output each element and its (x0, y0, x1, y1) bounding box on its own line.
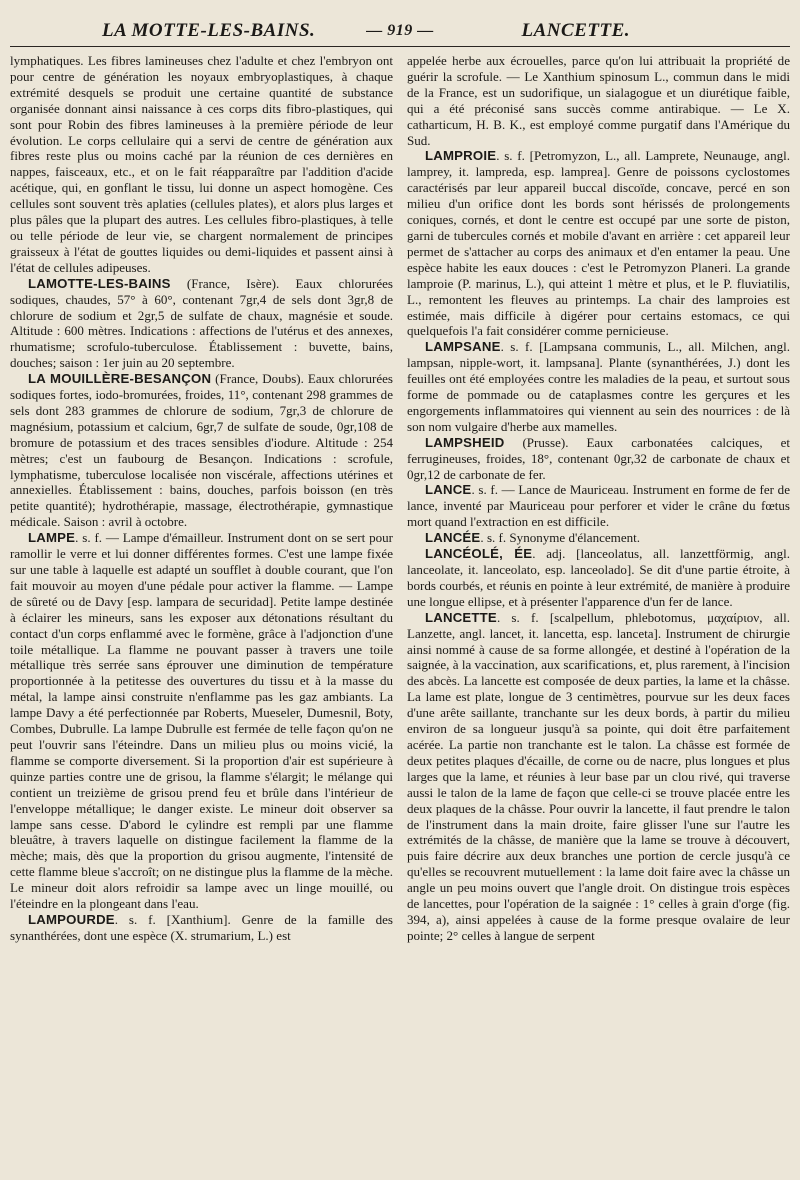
entry-text: . s. f. — Lance de Mauriceau. Instrument en forme de fer de lance, inventé par Mauriceau pour perforer et vider le crâne du fœtus mort quand l'extraction en est difficile. (407, 482, 790, 530)
entry-text: (Prusse). Eaux carbonatées calciques, et ferrugineuses, froides, 18°, contenant 0gr,32 de carbonate de chaux et 0gr,12 de carbonate de fer. (407, 434, 790, 482)
dictionary-entry (10, 912, 393, 944)
entry-headword: LANCÉOLÉ, ÉE (425, 546, 533, 562)
dictionary-entry (407, 546, 790, 610)
running-head-right: LANCETTE. (521, 20, 630, 41)
dictionary-entry (407, 530, 790, 546)
entry-headword: LAMPE (28, 530, 76, 546)
right-column (407, 53, 790, 944)
entry-text: . s. f. [Xanthium]. Genre de la famille des synanthérées, dont une espèce (X. strumarium, L.) est (10, 911, 393, 943)
entry-text: . s. f. [scalpellum, phlebotomus, μαχαίριον, all. Lanzette, angl. lancet, it. lancetta, esp. lanceta]. Instrument de chirurgie ainsi nommé à cause de sa forme allongée, et destiné à l'opération de la saignée, à la vaccination, aux scarifications, et, plus rarement, à l'incision des abcès. La lancette est composée de deux parties, la lame et la châsse. La lame est plate, longue de 3 centimètres, pourvue sur les deux faces d'une arête saillante, tranchante sur les deux bords, à partir du milieu environ de sa longueur jusqu'à sa pointe, qui doit être parfaitement acérée. La partie non tranchante est le talon. La châsse est formée de deux petites plaques d'écaille, de corne ou de nacre, plus longues et plus larges que la lame, et réunies à leur base par un clou rivé, qui traverse aussi le talon de la lame de façon que celle-ci se trouve placée entre les deux plaques de la châsse. Pour ouvrir la lancette, il faut prendre le talon de l'instrument dans la main droite, faire glisser l'une sur l'autre les extrémités de la châsse, de manière que la lame se trouve à découvert, puis faire décrire aux deux branches une portion de cercle jusqu'à ce qu'elles se recouvrent mutuellement : la lame doit faire avec la châsse un angle un peu moins ouvert que l'angle droit. On distingue trois espèces de lancettes, pour l'opération de la saignée : 1° celles à grain d'orge (fig. 394, a), ainsi appelées à cause de la forme presque ovalaire de leur pointe; 2° celles à langue de serpent (407, 609, 790, 943)
dictionary-entry (407, 148, 790, 339)
dictionary-entry (407, 435, 790, 483)
continuation-paragraph: lymphatiques. Les fibres lamineuses chez l'adulte et chez l'embryon ont pour centre de génération les noyaux embryoplastiques, à chaque extrémité desquels se produit une certaine quantité de substance organisée donnant ainsi naissance à ces corps dits fibro-plastiques, qui sont pour Robin des fibres lamineuses à la première période de leur évolution. Le corps cellulaire qui a servi de centre de génération aux fibres reste plus ou moins caché par la réunion de ces dernières en nappes, faisceaux, etc., et on le fait réapparaître par l'addition d'acide acétique, qui, en gonflant le tissu, lui donne un aspect homogène. Ces cellules sont souvent très aplaties (cellules plates), et alors plus larges et plus pâles que la plupart des autres. Les cellules fibro-plastiques, à telle ou telle période de leur vie, se chargent normalement de principes graisseux à l'état de gouttes liquides ou demi-liquides et passent ainsi à l'état de cellules adipeuses. (10, 53, 393, 275)
dictionary-entry (10, 530, 393, 912)
running-head-left: LA MOTTE-LES-BAINS. (102, 20, 316, 41)
page-number: — 919 — (366, 22, 434, 39)
page-header (10, 12, 790, 47)
entry-headword: LANCETTE (425, 609, 497, 625)
entry-headword: LAMPSHEID (425, 434, 505, 450)
entry-headword: LAMOTTE-LES-BAINS (28, 275, 171, 291)
dictionary-entry (10, 371, 393, 530)
entry-headword: LAMPSANE (425, 339, 501, 355)
entry-text: . s. f. [Petromyzon, L., all. Lamprete, Neunauge, angl. lamprey, it. lampreda, esp. lamprea]. Genre de poissons cyclostomes caractérisés par leur appareil buccal discoïde, concave, percé en son milieu d'un orifice dont les bords sont hérissés de prolongements coniques, cornés, et dont le centre est occupé par une sorte de piston, garni de tubercules cornés et mobile d'avant en arrière : cet appareil leur permet de s'attacher au corps des animaux et d'en entamer la peau. Une espèce habite les eaux douces : c'est le Petromyzon Planeri. La grande lamproie (P. marinus, L.), qui atteint 1 mètre et plus, et le P. fluviatilis, L., remontent les fleuves au printemps. La chair des lamproies est estimée, mais difficile à digérer pour certains estomacs, ce qui quelquefois l'a fait considérer comme pernicieuse. (407, 148, 790, 339)
dictionary-entry (407, 482, 790, 530)
entry-headword: LA MOUILLÈRE-BESANÇON (28, 371, 212, 387)
left-column (10, 53, 393, 944)
entry-text: (France, Doubs). Eaux chlorurées sodiques fortes, iodo-bromurées, froides, 11°, contenant 298 grammes de sels dont 283 grammes de chlorure de sodium, 7gr,3 de chlorure de magnésium, potassium et calcium, 6gr,7 de sulfate de soude, 0gr,108 de bromure de potassium et des traces sensibles d'iodure. Altitude : 254 mètres; c'est un faubourg de Besançon. Indications : scrofule, lymphatisme, tuberculose localisée non viscérale, affections utérines et annexielles. Établissement : bains, douches, parfois boisson (en très petite quantité); hydrothérapie, massage, électrothérapie, gymnastique médicale. Saison : avril à octobre. (10, 371, 393, 530)
dictionary-entry (407, 339, 790, 434)
entry-text: . s. f. Synonyme d'élancement. (480, 530, 641, 546)
entry-headword: LANCE (425, 482, 472, 498)
text-columns (10, 53, 790, 944)
entry-text: . s. f. [Lampsana communis, L., all. Milchen, angl. lampsan, nipple-wort, it. lampsana]. Plante (synanthérées, J.) dont les feuilles ont été employées contre les maladies de la peau, et surtout sous forme de pommade ou de cataplasmes contre les gerçures et les engorgements inflammatoires qui viennent au sein des nourrices : de là son nom vulgaire d'herbe aux mamelles. (407, 339, 790, 434)
entry-headword: LAMPROIE (425, 148, 497, 164)
dictionary-entry (10, 276, 393, 371)
continuation-paragraph: appelée herbe aux écrouelles, parce qu'on lui attribuait la propriété de guérir la scrofule. — Le Xanthium spinosum L., commun dans le midi de la France, est un sudorifique, un sialagogue et un diurétique faible, qui a été préconisé sans succès comme antirabique. — Le X. catharticum, H. B. K., est employé comme purgatif dans l'Amérique du Sud. (407, 53, 790, 148)
entry-text: . s. f. — Lampe d'émailleur. Instrument dont on se sert pour ramollir le verre et lui donner différentes formes. C'est une lampe fixée sur une table à laquelle est adapté un soufflet à double courant, que l'on fait mouvoir au moyen d'une pédale pour activer la flamme. — Lampe de sûreté ou de Davy [esp. lampara de securidad]. Petite lampe destinée à éclairer les mineurs, sans les exposer aux détonations résultant du contact d'un corps enflammé avec le formène, grâce à l'adjonction d'une toile métallique. La flamme ne pouvant passer à travers une toile métallique très serrée sans éprouver une diminution de température proportionnée à la petitesse des ouvertures du tissu et à la masse du métal, la lampe ainsi construite n'enflamme pas les gaz ambiants. La lampe Davy a été perfectionnée par Roberts, Mueseler, Dumesnil, Boty, Combes, Dubrulle. La lampe Dubrulle est fermée de telle façon qu'on ne peut l'ouvrir sans l'éteindre. Dans un milieu plus ou moins vicié, la flamme se comporte diversement. Si la proportion d'air est supérieure à quinze parties contre une de grisou, la flamme s'élargit; le mélange qui contient un treizième de grisou prend feu et brûle dans l'intérieur de l'enveloppe métallique; le danger existe. Le mineur doit observer sa lampe sans cesse. D'abord le cylindre est rempli par une flamme bleuâtre, à travers laquelle on distingue facilement la flamme de la mèche; mais, dès que la proportion du grisou augmente, l'intensité de cette flamme bleue s'accroît; on ne distingue plus la flamme de la mèche. Le mineur doit alors refroidir sa lampe avec un linge mouillé, ou l'éteindre en la plongeant dans l'eau. (10, 530, 393, 912)
entry-text: (France, Isère). Eaux chlorurées sodiques, chaudes, 57° à 60°, contenant 7gr,4 de sels dont 3gr,8 de chlorure de sodium et 2gr,5 de sulfate de chaux, magnésie et soude. Altitude : 600 mètres. Indications : affections de l'utérus et des annexes, rhumatisme; scrofulo-tuberculose. Établissement : buvette, bains, douches; saison : 1er juin au 20 septembre. (10, 275, 393, 371)
entry-text: . adj. [lanceolatus, all. lanzettförmig, angl. lanceolate, it. lanceolato, esp. lanceolado]. Se dit d'une partie étroite, à bords courbés, et réunis en pointe à leur extrémité, de manière à produire une longue ellipse, et à présenter l'apparence d'un fer de lance. (407, 546, 790, 609)
dictionary-entry (407, 610, 790, 944)
entry-headword: LAMPOURDE (28, 911, 115, 927)
entry-headword: LANCÉE (425, 530, 481, 546)
